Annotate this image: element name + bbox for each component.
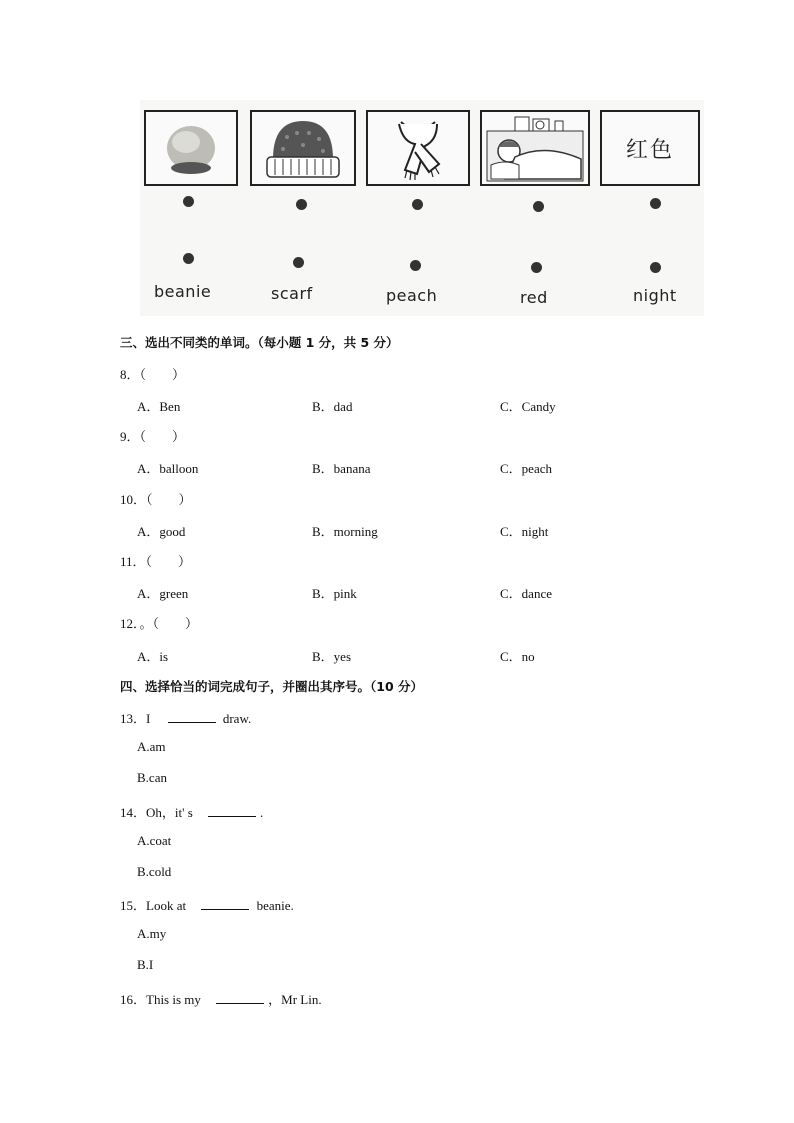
- option-c[interactable]: C．night: [500, 524, 549, 539]
- bottom-dot[interactable]: [183, 253, 194, 264]
- question-text-before: 15．Look at: [120, 898, 187, 913]
- word-red: red: [520, 288, 548, 307]
- hat-icon: [257, 115, 349, 181]
- option-b[interactable]: B.can: [137, 770, 167, 785]
- answer-blank[interactable]: [168, 710, 216, 723]
- option-b[interactable]: B.cold: [137, 864, 172, 879]
- word-beanie: beanie: [154, 282, 212, 301]
- option-a[interactable]: A．Ben: [137, 399, 181, 414]
- fill-question: [120, 895, 294, 914]
- bottom-dot[interactable]: [410, 260, 421, 271]
- hat-picture: [250, 110, 356, 186]
- chinese-word-text: 红色: [625, 137, 674, 163]
- option-a[interactable]: A.coat: [137, 833, 172, 848]
- answer-blank[interactable]: [201, 897, 249, 910]
- top-dot[interactable]: [533, 201, 544, 212]
- option-a[interactable]: A.my: [137, 926, 167, 941]
- section4-heading: 四、选择恰当的词完成句子，并圈出其序号。（10 分）: [120, 679, 423, 694]
- question-text-before: 14．Oh，it' s: [120, 805, 193, 820]
- fill-question: [120, 708, 251, 727]
- option-b[interactable]: B．dad: [312, 399, 353, 414]
- top-dot[interactable]: [183, 196, 194, 207]
- option-b[interactable]: B．yes: [312, 649, 352, 664]
- word-scarf: scarf: [271, 284, 313, 303]
- question-stem: 12．。（ ）: [120, 616, 199, 631]
- top-dot[interactable]: [296, 199, 307, 210]
- beanie-icon: [156, 118, 226, 178]
- question-stem: 11．（ ）: [120, 554, 192, 569]
- bottom-dot[interactable]: [531, 262, 542, 273]
- question-stem: 10．（ ）: [120, 492, 192, 507]
- question-text-after: draw.: [222, 711, 252, 726]
- matching-exercise: [140, 100, 704, 316]
- fill-question: [120, 989, 322, 1008]
- option-a[interactable]: A．balloon: [137, 461, 199, 476]
- option-c[interactable]: C．peach: [500, 461, 552, 476]
- option-a[interactable]: A．is: [137, 649, 169, 664]
- fill-question: [120, 802, 263, 821]
- scarf-picture: [366, 110, 470, 186]
- question-text-after: .: [260, 805, 264, 820]
- option-c[interactable]: C．dance: [500, 586, 552, 601]
- answer-blank[interactable]: [208, 804, 256, 817]
- answer-blank[interactable]: [216, 991, 264, 1004]
- option-a[interactable]: A．good: [137, 524, 186, 539]
- bed-picture: [480, 110, 590, 186]
- beanie-picture: [144, 110, 238, 186]
- top-dot[interactable]: [412, 199, 423, 210]
- question-text-after: ，Mr Lin.: [268, 992, 322, 1007]
- question-text-before: 13．I: [120, 711, 151, 726]
- question-text-before: 16．This is my: [120, 992, 201, 1007]
- question-stem: 9．（ ）: [120, 429, 186, 444]
- chinese-word-card: [600, 110, 700, 186]
- top-dot[interactable]: [650, 198, 661, 209]
- section3-heading: 三、选出不同类的单词。（每小题 1 分，共 5 分）: [120, 335, 399, 350]
- question-text-after: beanie.: [256, 898, 294, 913]
- option-b[interactable]: B．pink: [312, 586, 357, 601]
- option-b[interactable]: B．morning: [312, 524, 378, 539]
- option-a[interactable]: A．green: [137, 586, 189, 601]
- bed-night-icon: [485, 113, 585, 183]
- bottom-dot[interactable]: [293, 257, 304, 268]
- bottom-dot[interactable]: [650, 262, 661, 273]
- option-a[interactable]: A.am: [137, 739, 166, 754]
- question-stem: 8．（ ）: [120, 367, 186, 382]
- option-b[interactable]: B.I: [137, 957, 154, 972]
- word-peach: peach: [386, 286, 438, 305]
- option-c[interactable]: C．Candy: [500, 399, 556, 414]
- option-c[interactable]: C．no: [500, 649, 535, 664]
- scarf-icon: [383, 114, 453, 182]
- word-night: night: [633, 286, 677, 305]
- option-b[interactable]: B．banana: [312, 461, 371, 476]
